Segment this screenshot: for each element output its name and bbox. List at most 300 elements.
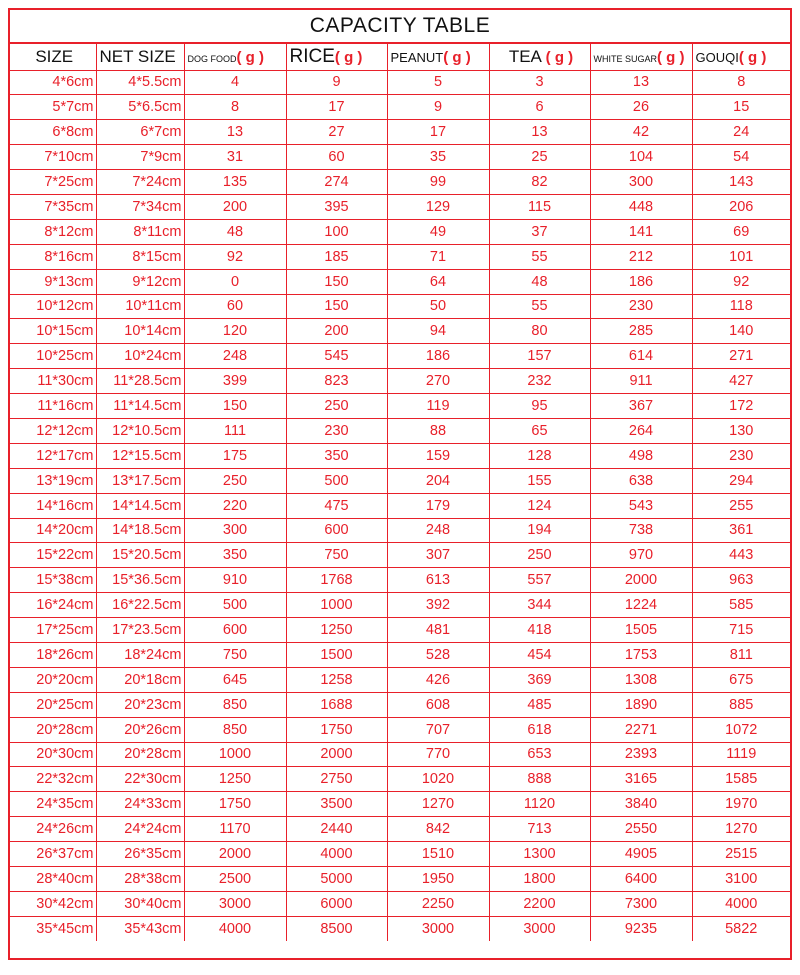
cell-rice: 200 [286, 319, 387, 344]
cell-net-size: 4*5.5cm [96, 70, 184, 95]
cell-gouqi: 101 [692, 244, 790, 269]
cell-peanut: 248 [387, 518, 489, 543]
cell-rice: 350 [286, 443, 387, 468]
cell-peanut: 1270 [387, 792, 489, 817]
table-row [10, 742, 790, 767]
cell-white-sugar: 104 [590, 145, 692, 170]
cell-dog-food: 1000 [184, 742, 286, 767]
cell-dog-food: 48 [184, 219, 286, 244]
cell-peanut: 307 [387, 543, 489, 568]
cell-white-sugar: 141 [590, 219, 692, 244]
table-row [10, 369, 790, 394]
cell-peanut: 392 [387, 593, 489, 618]
cell-size: 16*24cm [10, 593, 96, 618]
table-header [10, 44, 790, 70]
header-peanut-label: PEANUT [390, 49, 444, 65]
cell-tea: 1300 [489, 842, 590, 867]
header-peanut [387, 44, 489, 70]
cell-rice: 1688 [286, 692, 387, 717]
cell-gouqi: 15 [692, 95, 790, 120]
cell-gouqi: 5822 [692, 916, 790, 941]
table-row [10, 95, 790, 120]
header-dog-food-label: DOG FOOD [187, 53, 237, 64]
cell-tea: 13 [489, 120, 590, 145]
cell-gouqi: 130 [692, 418, 790, 443]
cell-size: 7*35cm [10, 194, 96, 219]
table-row [10, 219, 790, 244]
cell-tea: 155 [489, 468, 590, 493]
table-row [10, 145, 790, 170]
cell-size: 20*25cm [10, 692, 96, 717]
cell-size: 13*19cm [10, 468, 96, 493]
cell-tea: 25 [489, 145, 590, 170]
cell-dog-food: 350 [184, 543, 286, 568]
cell-rice: 150 [286, 269, 387, 294]
cell-tea: 55 [489, 294, 590, 319]
cell-net-size: 24*33cm [96, 792, 184, 817]
cell-peanut: 64 [387, 269, 489, 294]
cell-peanut: 481 [387, 618, 489, 643]
cell-dog-food: 150 [184, 394, 286, 419]
cell-size: 14*20cm [10, 518, 96, 543]
cell-dog-food: 500 [184, 593, 286, 618]
table-row [10, 194, 790, 219]
cell-white-sugar: 2271 [590, 717, 692, 742]
table-row [10, 518, 790, 543]
cell-size: 20*28cm [10, 717, 96, 742]
table-row [10, 618, 790, 643]
cell-size: 12*17cm [10, 443, 96, 468]
cell-peanut: 88 [387, 418, 489, 443]
cell-tea: 3 [489, 70, 590, 95]
cell-white-sugar: 13 [590, 70, 692, 95]
cell-tea: 653 [489, 742, 590, 767]
cell-tea: 157 [489, 344, 590, 369]
cell-tea: 1800 [489, 867, 590, 892]
cell-net-size: 12*10.5cm [96, 418, 184, 443]
cell-net-size: 8*15cm [96, 244, 184, 269]
cell-peanut: 129 [387, 194, 489, 219]
cell-tea: 128 [489, 443, 590, 468]
cell-net-size: 16*22.5cm [96, 593, 184, 618]
cell-white-sugar: 230 [590, 294, 692, 319]
cell-white-sugar: 2550 [590, 817, 692, 842]
header-white-sugar-unit: ( g ) [657, 48, 685, 66]
cell-gouqi: 1585 [692, 767, 790, 792]
cell-peanut: 770 [387, 742, 489, 767]
cell-rice: 1500 [286, 642, 387, 667]
cell-size: 6*8cm [10, 120, 96, 145]
cell-gouqi: 361 [692, 518, 790, 543]
header-tea-unit: ( g ) [545, 48, 574, 66]
header-size [10, 44, 96, 70]
table-row [10, 593, 790, 618]
header-gouqi [692, 44, 790, 70]
cell-white-sugar: 614 [590, 344, 692, 369]
cell-peanut: 99 [387, 170, 489, 195]
cell-tea: 194 [489, 518, 590, 543]
header-tea [489, 44, 590, 70]
cell-peanut: 159 [387, 443, 489, 468]
cell-gouqi: 230 [692, 443, 790, 468]
cell-rice: 2440 [286, 817, 387, 842]
cell-rice: 250 [286, 394, 387, 419]
cell-dog-food: 3000 [184, 891, 286, 916]
cell-rice: 230 [286, 418, 387, 443]
header-tea-label: TEA [508, 46, 541, 66]
cell-size: 10*15cm [10, 319, 96, 344]
cell-tea: 48 [489, 269, 590, 294]
cell-white-sugar: 9235 [590, 916, 692, 941]
cell-rice: 100 [286, 219, 387, 244]
cell-peanut: 94 [387, 319, 489, 344]
cell-gouqi: 271 [692, 344, 790, 369]
cell-peanut: 1510 [387, 842, 489, 867]
cell-dog-food: 1170 [184, 817, 286, 842]
cell-size: 35*45cm [10, 916, 96, 941]
cell-size: 17*25cm [10, 618, 96, 643]
table-row [10, 817, 790, 842]
cell-size: 10*12cm [10, 294, 96, 319]
cell-gouqi: 24 [692, 120, 790, 145]
cell-white-sugar: 1224 [590, 593, 692, 618]
cell-size: 4*6cm [10, 70, 96, 95]
cell-dog-food: 0 [184, 269, 286, 294]
cell-gouqi: 963 [692, 568, 790, 593]
cell-peanut: 119 [387, 394, 489, 419]
cell-white-sugar: 638 [590, 468, 692, 493]
cell-gouqi: 294 [692, 468, 790, 493]
cell-white-sugar: 7300 [590, 891, 692, 916]
cell-rice: 500 [286, 468, 387, 493]
cell-net-size: 11*14.5cm [96, 394, 184, 419]
cell-dog-food: 850 [184, 692, 286, 717]
cell-dog-food: 1750 [184, 792, 286, 817]
cell-dog-food: 300 [184, 518, 286, 543]
cell-net-size: 17*23.5cm [96, 618, 184, 643]
cell-size: 30*42cm [10, 891, 96, 916]
cell-white-sugar: 367 [590, 394, 692, 419]
cell-dog-food: 4 [184, 70, 286, 95]
cell-dog-food: 60 [184, 294, 286, 319]
cell-net-size: 8*11cm [96, 219, 184, 244]
cell-dog-food: 135 [184, 170, 286, 195]
cell-white-sugar: 1308 [590, 667, 692, 692]
cell-dog-food: 4000 [184, 916, 286, 941]
cell-size: 22*32cm [10, 767, 96, 792]
cell-gouqi: 118 [692, 294, 790, 319]
cell-net-size: 12*15.5cm [96, 443, 184, 468]
cell-rice: 1750 [286, 717, 387, 742]
cell-gouqi: 92 [692, 269, 790, 294]
table-row [10, 543, 790, 568]
table-row [10, 717, 790, 742]
cell-peanut: 49 [387, 219, 489, 244]
cell-tea: 485 [489, 692, 590, 717]
header-white-sugar [590, 44, 692, 70]
cell-gouqi: 715 [692, 618, 790, 643]
cell-gouqi: 140 [692, 319, 790, 344]
cell-net-size: 10*14cm [96, 319, 184, 344]
cell-rice: 274 [286, 170, 387, 195]
cell-tea: 124 [489, 493, 590, 518]
cell-dog-food: 1250 [184, 767, 286, 792]
cell-size: 20*20cm [10, 667, 96, 692]
cell-size: 11*16cm [10, 394, 96, 419]
cell-rice: 185 [286, 244, 387, 269]
cell-net-size: 20*23cm [96, 692, 184, 717]
cell-rice: 1000 [286, 593, 387, 618]
cell-rice: 1250 [286, 618, 387, 643]
cell-gouqi: 585 [692, 593, 790, 618]
cell-tea: 232 [489, 369, 590, 394]
cell-rice: 6000 [286, 891, 387, 916]
table-row [10, 120, 790, 145]
table-row [10, 568, 790, 593]
cell-dog-food: 92 [184, 244, 286, 269]
table-row [10, 468, 790, 493]
cell-net-size: 13*17.5cm [96, 468, 184, 493]
table-row [10, 170, 790, 195]
cell-size: 20*30cm [10, 742, 96, 767]
cell-rice: 823 [286, 369, 387, 394]
cell-size: 18*26cm [10, 642, 96, 667]
cell-peanut: 35 [387, 145, 489, 170]
header-rice [286, 44, 387, 70]
cell-dog-food: 600 [184, 618, 286, 643]
table-body [10, 70, 790, 941]
cell-rice: 2000 [286, 742, 387, 767]
table-title: CAPACITY TABLE [10, 10, 790, 44]
cell-peanut: 179 [387, 493, 489, 518]
header-dog-food [184, 44, 286, 70]
cell-net-size: 14*18.5cm [96, 518, 184, 543]
cell-size: 12*12cm [10, 418, 96, 443]
cell-peanut: 71 [387, 244, 489, 269]
cell-tea: 618 [489, 717, 590, 742]
cell-white-sugar: 300 [590, 170, 692, 195]
table-row [10, 269, 790, 294]
table-row [10, 493, 790, 518]
cell-tea: 55 [489, 244, 590, 269]
table-row [10, 244, 790, 269]
cell-tea: 2200 [489, 891, 590, 916]
cell-dog-food: 910 [184, 568, 286, 593]
cell-peanut: 3000 [387, 916, 489, 941]
cell-net-size: 18*24cm [96, 642, 184, 667]
cell-dog-food: 850 [184, 717, 286, 742]
cell-size: 24*35cm [10, 792, 96, 817]
cell-peanut: 50 [387, 294, 489, 319]
cell-white-sugar: 4905 [590, 842, 692, 867]
table-row [10, 891, 790, 916]
table-row [10, 443, 790, 468]
cell-dog-food: 248 [184, 344, 286, 369]
cell-rice: 150 [286, 294, 387, 319]
cell-rice: 1258 [286, 667, 387, 692]
header-gouqi-label: GOUQI [695, 49, 739, 65]
header-size-label: SIZE [35, 46, 74, 66]
cell-rice: 475 [286, 493, 387, 518]
cell-gouqi: 4000 [692, 891, 790, 916]
cell-tea: 418 [489, 618, 590, 643]
cell-size: 15*38cm [10, 568, 96, 593]
cell-tea: 37 [489, 219, 590, 244]
cell-peanut: 270 [387, 369, 489, 394]
table-row [10, 642, 790, 667]
cell-peanut: 9 [387, 95, 489, 120]
cell-net-size: 10*11cm [96, 294, 184, 319]
cell-net-size: 20*26cm [96, 717, 184, 742]
cell-tea: 344 [489, 593, 590, 618]
cell-tea: 95 [489, 394, 590, 419]
cell-net-size: 20*28cm [96, 742, 184, 767]
cell-size: 11*30cm [10, 369, 96, 394]
cell-rice: 545 [286, 344, 387, 369]
cell-net-size: 35*43cm [96, 916, 184, 941]
cell-net-size: 14*14.5cm [96, 493, 184, 518]
cell-white-sugar: 498 [590, 443, 692, 468]
cell-net-size: 5*6.5cm [96, 95, 184, 120]
cell-white-sugar: 543 [590, 493, 692, 518]
cell-rice: 395 [286, 194, 387, 219]
cell-dog-food: 2000 [184, 842, 286, 867]
capacity-table [10, 44, 790, 941]
cell-peanut: 608 [387, 692, 489, 717]
cell-net-size: 26*35cm [96, 842, 184, 867]
cell-net-size: 7*24cm [96, 170, 184, 195]
cell-tea: 6 [489, 95, 590, 120]
cell-size: 5*7cm [10, 95, 96, 120]
cell-white-sugar: 42 [590, 120, 692, 145]
cell-tea: 369 [489, 667, 590, 692]
cell-rice: 2750 [286, 767, 387, 792]
cell-tea: 713 [489, 817, 590, 842]
cell-peanut: 613 [387, 568, 489, 593]
cell-size: 8*12cm [10, 219, 96, 244]
cell-net-size: 11*28.5cm [96, 369, 184, 394]
cell-dog-food: 111 [184, 418, 286, 443]
capacity-table-sheet [8, 8, 792, 960]
header-white-sugar-label: WHITE SUGAR [593, 53, 658, 64]
cell-net-size: 24*24cm [96, 817, 184, 842]
cell-dog-food: 220 [184, 493, 286, 518]
header-rice-unit: ( g ) [334, 48, 363, 66]
cell-white-sugar: 738 [590, 518, 692, 543]
cell-gouqi: 206 [692, 194, 790, 219]
cell-rice: 1768 [286, 568, 387, 593]
cell-dog-food: 645 [184, 667, 286, 692]
header-gouqi-unit: ( g ) [738, 48, 767, 66]
cell-gouqi: 1119 [692, 742, 790, 767]
cell-white-sugar: 285 [590, 319, 692, 344]
table-row [10, 294, 790, 319]
cell-net-size: 30*40cm [96, 891, 184, 916]
cell-size: 8*16cm [10, 244, 96, 269]
cell-gouqi: 675 [692, 667, 790, 692]
cell-rice: 27 [286, 120, 387, 145]
cell-rice: 4000 [286, 842, 387, 867]
cell-peanut: 842 [387, 817, 489, 842]
cell-size: 26*37cm [10, 842, 96, 867]
header-row [10, 44, 790, 70]
cell-gouqi: 54 [692, 145, 790, 170]
cell-gouqi: 143 [692, 170, 790, 195]
cell-tea: 557 [489, 568, 590, 593]
cell-white-sugar: 6400 [590, 867, 692, 892]
cell-dog-food: 399 [184, 369, 286, 394]
table-row [10, 692, 790, 717]
cell-dog-food: 2500 [184, 867, 286, 892]
header-net-size [96, 44, 184, 70]
table-row [10, 767, 790, 792]
cell-size: 9*13cm [10, 269, 96, 294]
cell-net-size: 28*38cm [96, 867, 184, 892]
cell-tea: 80 [489, 319, 590, 344]
cell-size: 15*22cm [10, 543, 96, 568]
cell-tea: 250 [489, 543, 590, 568]
header-rice-label: RICE [289, 45, 335, 67]
cell-peanut: 5 [387, 70, 489, 95]
cell-peanut: 1950 [387, 867, 489, 892]
cell-gouqi: 172 [692, 394, 790, 419]
cell-white-sugar: 1505 [590, 618, 692, 643]
cell-dog-food: 8 [184, 95, 286, 120]
cell-net-size: 22*30cm [96, 767, 184, 792]
cell-white-sugar: 186 [590, 269, 692, 294]
cell-net-size: 20*18cm [96, 667, 184, 692]
table-row [10, 319, 790, 344]
cell-dog-food: 200 [184, 194, 286, 219]
cell-net-size: 9*12cm [96, 269, 184, 294]
cell-rice: 17 [286, 95, 387, 120]
cell-white-sugar: 1890 [590, 692, 692, 717]
table-row [10, 418, 790, 443]
cell-white-sugar: 2000 [590, 568, 692, 593]
header-net-size-label: NET SIZE [99, 46, 176, 66]
table-row [10, 867, 790, 892]
cell-size: 28*40cm [10, 867, 96, 892]
cell-size: 7*10cm [10, 145, 96, 170]
cell-white-sugar: 2393 [590, 742, 692, 767]
cell-tea: 3000 [489, 916, 590, 941]
cell-dog-food: 175 [184, 443, 286, 468]
cell-gouqi: 8 [692, 70, 790, 95]
cell-dog-food: 250 [184, 468, 286, 493]
cell-dog-food: 750 [184, 642, 286, 667]
cell-peanut: 707 [387, 717, 489, 742]
cell-gouqi: 427 [692, 369, 790, 394]
cell-gouqi: 2515 [692, 842, 790, 867]
table-row [10, 916, 790, 941]
cell-gouqi: 69 [692, 219, 790, 244]
cell-white-sugar: 26 [590, 95, 692, 120]
cell-gouqi: 3100 [692, 867, 790, 892]
cell-size: 24*26cm [10, 817, 96, 842]
cell-net-size: 10*24cm [96, 344, 184, 369]
cell-rice: 60 [286, 145, 387, 170]
cell-net-size: 6*7cm [96, 120, 184, 145]
table-row [10, 70, 790, 95]
cell-peanut: 17 [387, 120, 489, 145]
cell-peanut: 186 [387, 344, 489, 369]
table-row [10, 344, 790, 369]
cell-white-sugar: 212 [590, 244, 692, 269]
cell-white-sugar: 264 [590, 418, 692, 443]
table-row [10, 842, 790, 867]
cell-peanut: 1020 [387, 767, 489, 792]
cell-peanut: 426 [387, 667, 489, 692]
